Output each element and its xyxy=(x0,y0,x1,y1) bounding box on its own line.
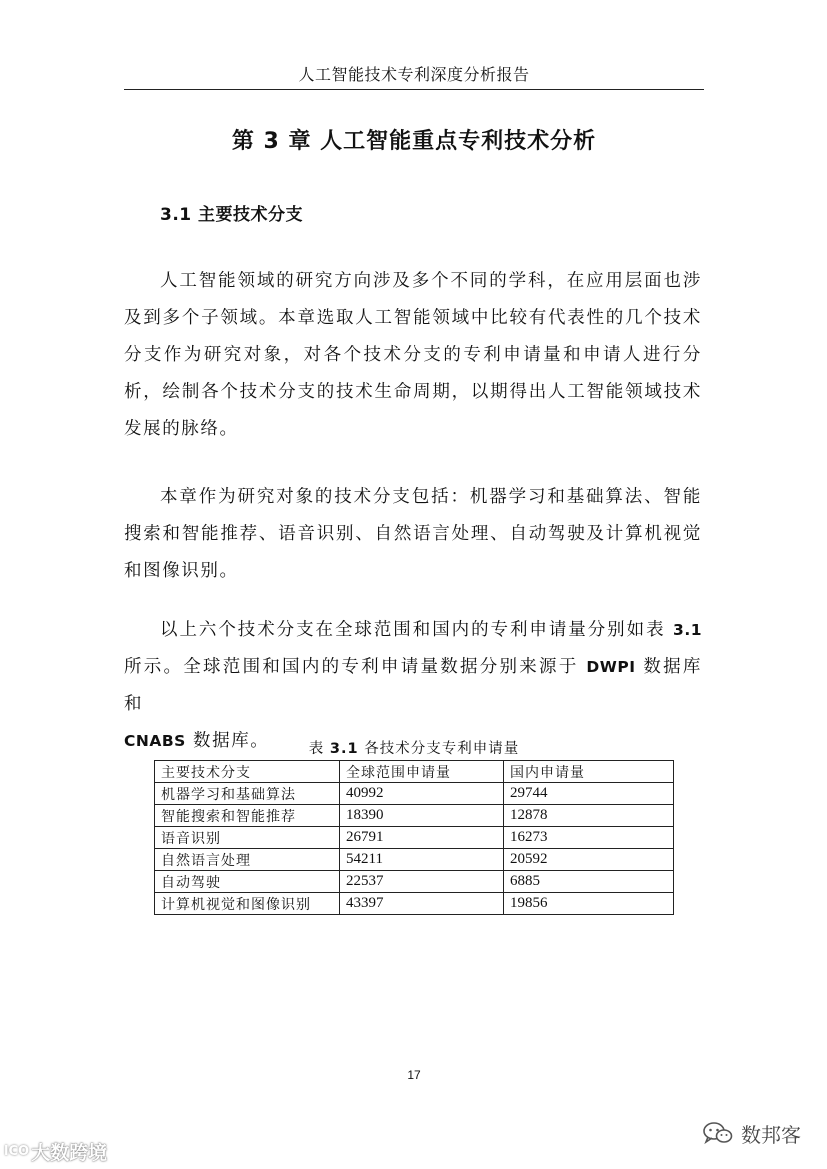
table-cell-domestic: 20592 xyxy=(504,849,674,871)
table-cell-global: 54211 xyxy=(340,849,504,871)
table-row xyxy=(155,849,674,871)
text-segment: 以上六个技术分支在全球范围和国内的专利申请量分别如表 xyxy=(160,620,666,640)
table-ref-number: 3.1 xyxy=(673,621,702,639)
paragraph-intro: 人工智能领域的研究方向涉及多个不同的学科，在应用层面也涉及到多个子领域。本章选取人工智能领域中比较有代表性的几个技术分支作为研究对象，对各个技术分支的专利申请量和申请人进行分析，绘制各个技术分支的技术生命周期，以期得出人工智能领域技术发展的脉络。 xyxy=(124,271,702,439)
page-number: 17 xyxy=(407,1068,421,1082)
table-cell-domestic: 16273 xyxy=(504,827,674,849)
table-cell-global: 43397 xyxy=(340,893,504,915)
patent-count-table xyxy=(154,760,674,915)
table-row xyxy=(155,871,674,893)
table-cell-branch: 机器学习和基础算法 xyxy=(155,783,340,805)
table-cell-branch: 语音识别 xyxy=(155,827,340,849)
table-header-cell: 国内申请量 xyxy=(504,761,674,783)
text-segment: 所示。全球范围和国内的专利申请量数据分别来源于 xyxy=(124,657,579,677)
table-cell-domestic: 6885 xyxy=(504,871,674,893)
table-cell-domestic: 19856 xyxy=(504,893,674,915)
table-row xyxy=(155,805,674,827)
chapter-title: 第 3 章 人工智能重点专利技术分析 xyxy=(231,129,597,154)
table-cell-branch: 自然语言处理 xyxy=(155,849,340,871)
watermark-right-text: 数邦客 xyxy=(741,1122,801,1147)
table-row xyxy=(155,783,674,805)
table-caption-number: 3.1 xyxy=(329,741,359,757)
table-cell-domestic: 12878 xyxy=(504,805,674,827)
table-cell-global: 18390 xyxy=(340,805,504,827)
table-cell-global: 26791 xyxy=(340,827,504,849)
database-name-dwpi: DWPI xyxy=(586,658,636,676)
section-title: 3.1 主要技术分支 xyxy=(160,205,304,225)
table-caption-prefix: 表 xyxy=(308,741,325,757)
table-header-row xyxy=(155,761,674,783)
table-cell-branch: 计算机视觉和图像识别 xyxy=(155,893,340,915)
table-cell-global: 40992 xyxy=(340,783,504,805)
table-caption xyxy=(124,737,704,758)
watermark-logo-icon: lCO xyxy=(4,1143,30,1159)
text-segment: 数据库。 xyxy=(193,731,270,751)
table-cell-branch: 智能搜索和智能推荐 xyxy=(155,805,340,827)
header-rule xyxy=(124,89,704,90)
table-cell-global: 22537 xyxy=(340,871,504,893)
database-name-cnabs: CNABS xyxy=(124,732,186,750)
watermark-left xyxy=(4,1138,107,1164)
paragraph-branches: 本章作为研究对象的技术分支包括：机器学习和基础算法、智能搜索和智能推荐、语音识别、自然语言处理、自动驾驶及计算机视觉和图像识别。 xyxy=(124,487,702,581)
table-cell-branch: 自动驾驶 xyxy=(155,871,340,893)
table-caption-text: 各技术分支专利申请量 xyxy=(364,741,520,757)
table-header-cell: 全球范围申请量 xyxy=(340,761,504,783)
table-header-cell: 主要技术分支 xyxy=(155,761,340,783)
table-row xyxy=(155,893,674,915)
table-cell-domestic: 29744 xyxy=(504,783,674,805)
text-segment: 数据库和 xyxy=(124,657,702,714)
wechat-icon xyxy=(703,1121,733,1145)
running-header: 人工智能技术专利深度分析报告 xyxy=(298,65,530,84)
watermark-right xyxy=(703,1119,801,1147)
table-row xyxy=(155,827,674,849)
watermark-left-text: 大数跨境 xyxy=(31,1141,108,1164)
